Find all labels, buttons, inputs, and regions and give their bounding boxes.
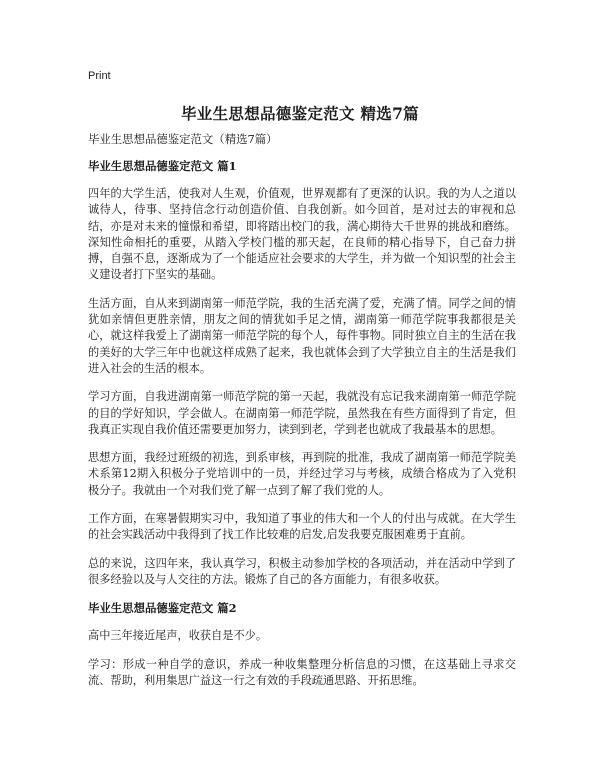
paragraph: 生活方面，自从来到湖南第一师范学院，我的生活充满了爱，充满了情。同学之间的情犹如亲情但更胜亲情，朋友之间的情犹如手足之情，湖南第一师范学院事我都很是关心，就这样我爱上了湖南第一师范学院的每个人，每件事物。同时独立自主的生活在我的美好的大学三年中也就这样成熟了起来，我也就体会到了大学独立自主的生活是我们进入社会的生活的根本。 [88,296,516,375]
paragraph: 四年的大学生活，使我对人生观，价值观，世界观都有了更深的认识。我的为人之道以诚待人，待事、坚持信念行动创造价值、自我创新。如今回首，是对过去的审视和总结，亦是对未来的憧憬和希望，即将踏出校门的我，满心期待大千世界的挑战和磨练。深知性命相托的重要，从踏入学校门槛的那天起，在良师的精心指导下，自己奋力拼搏，自强不息，逐渐成为了一个能适应社会要求的大学生，并为做一个知识型的社会主义建设者打下坚实的基础。 [88,187,516,282]
document-subtitle: 毕业生思想品德鉴定范文（精选7篇） [88,132,278,146]
section-heading: 毕业生思想品德鉴定范文 篇1 [88,159,237,173]
paragraph: 学习方面，自我进湖南第一师范学院的第一天起，我就没有忘记我来湖南第一师范学院的目的学好知识，学会做人。在湖南第一师范学院，虽然我在有些方面得到了肯定，但我真正实现自我价值还需要更加努力，读到到老，学到老也就成了我最基本的思想。 [88,390,516,436]
print-link[interactable]: Print [88,70,111,82]
paragraph: 学习：形成一种自学的意识，养成一种收集整理分析信息的习惯，在这基础上寻求交流、帮助，利用集思广益这一行之有效的手段疏通思路、开拓思维。 [88,657,516,687]
document-body [88,158,516,701]
page-title: 毕业生思想品德鉴定范文 精选7篇 [181,104,419,123]
paragraph: 工作方面，在寒暑假期实习中，我知道了事业的伟大和一个人的付出与成就。在大学生的社会实践活动中我得到了找工作比较难的启发,启发我要克服困难勇于直前。 [88,512,516,542]
paragraph: 思想方面，我经过班级的初选，到系审核，再到院的批准，我成了湖南第一师范学院美术系第12期入积极分子党培训中的一员，并经过学习与考核，成绩合格成为了入党积极分子。我就由一个对我们党了解一点到了解了我们党的人。 [88,451,516,497]
paragraph: 高中三年接近尾声，收获自是不少。 [88,629,268,643]
section-heading: 毕业生思想品德鉴定范文 篇2 [88,601,237,616]
paragraph: 总的来说，这四年来，我认真学习，积极主动参加学校的各项活动，并在活动中学到了很多经验以及与人交往的方法。锻炼了自己的各方面能力，有很多收获。 [88,556,516,586]
